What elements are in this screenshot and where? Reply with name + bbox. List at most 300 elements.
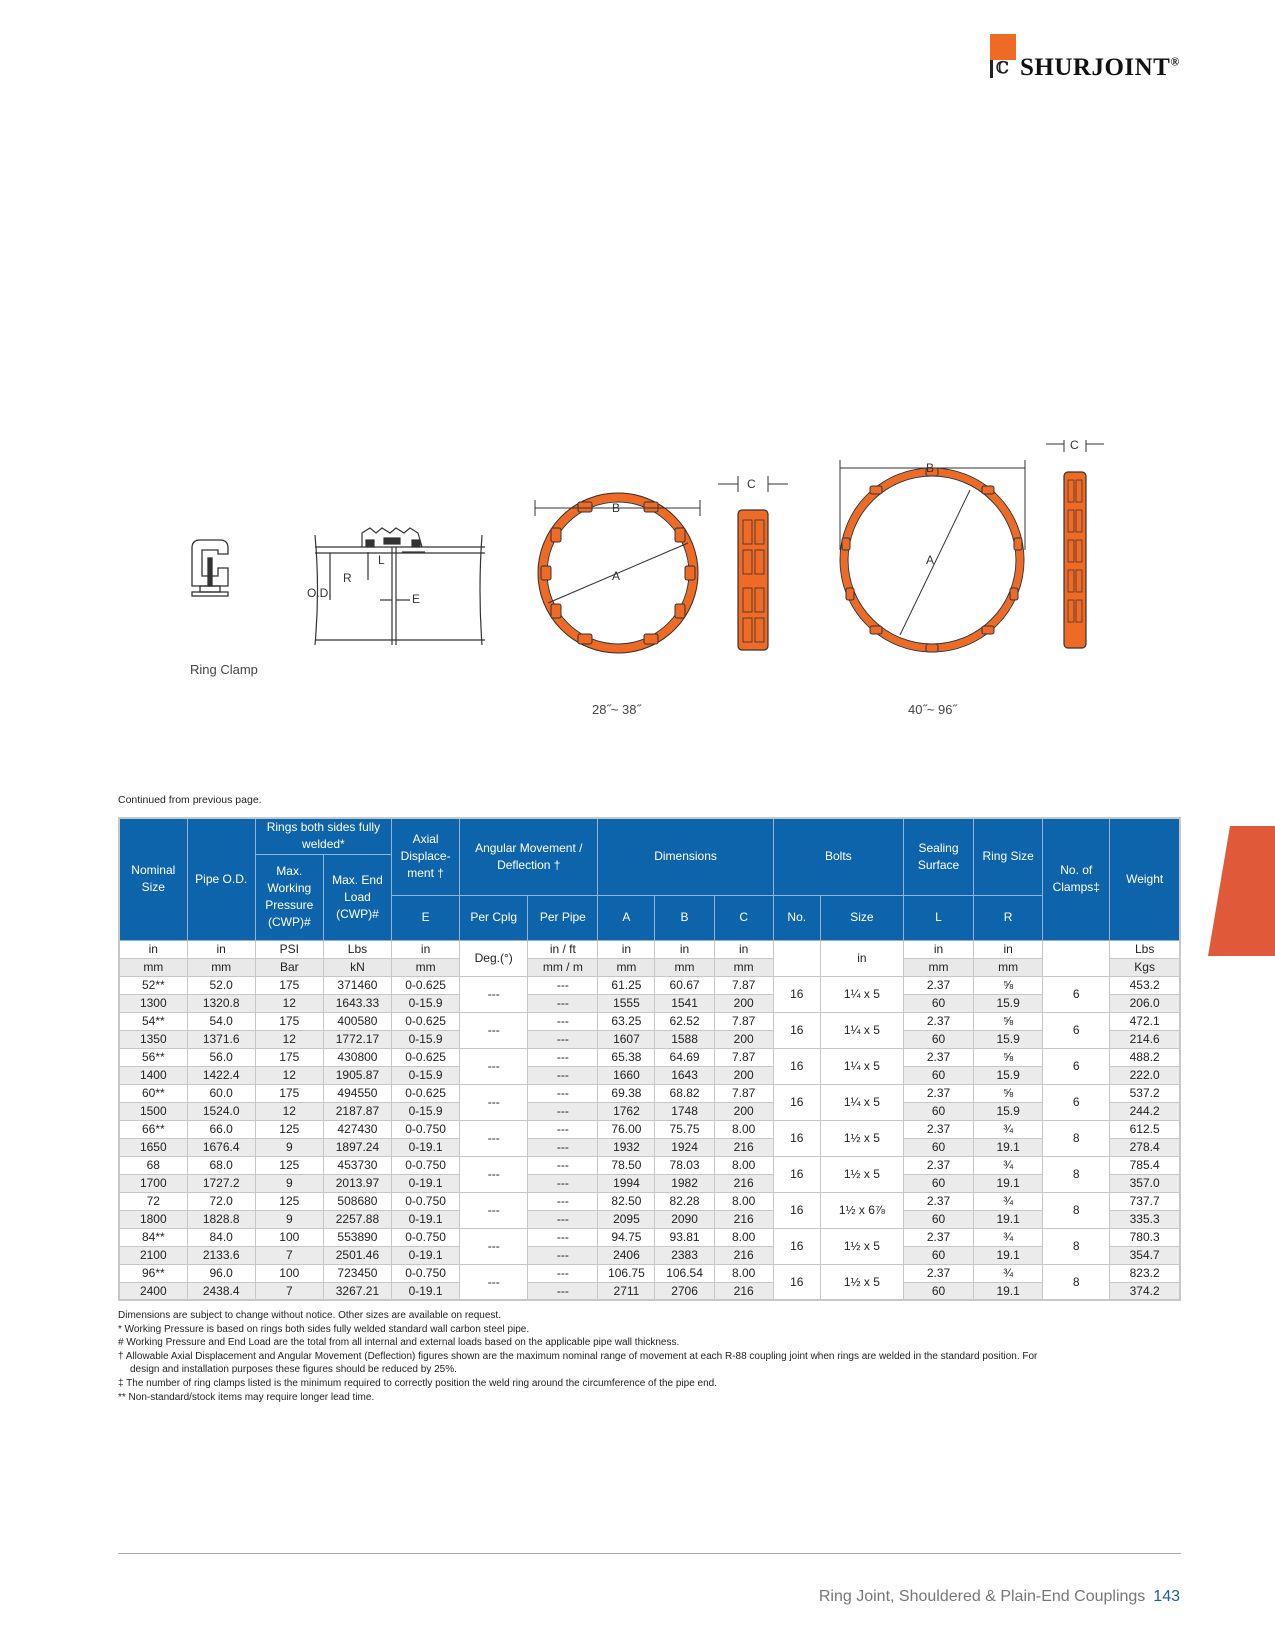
table-cell: --- [460,1120,528,1156]
table-cell: 214.6 [1110,1030,1180,1048]
table-row [119,1102,1180,1120]
th-bolts-no: No. [773,895,820,940]
table-cell: 100 [255,1264,323,1282]
table-cell: 82.28 [655,1192,714,1210]
table-cell: 54.0 [187,1012,255,1030]
c-label-small: C [747,477,756,491]
th-ring-sub: R [974,895,1043,940]
table-cell: 60.0 [187,1084,255,1102]
r-label: R [343,571,352,585]
b-label-small: B [612,501,621,515]
table-cell: 216 [714,1138,773,1156]
table-cell: 1905.87 [323,1066,391,1084]
table-row [119,1120,1180,1138]
table-cell: 472.1 [1110,1012,1180,1030]
table-cell: 0-0.750 [392,1228,460,1246]
unit-cell: mm [392,958,460,976]
table-cell: 2.37 [903,976,973,994]
table-cell: --- [528,1156,598,1174]
page-number: 143 [1153,1588,1180,1605]
note-line: † Allowable Axial Displacement and Angular Movement (Deflection) figures shown are the maximum nominal range of movement at each R-88 coupling joint when rings are welded in the standard position. For [118,1350,1038,1362]
table-cell: 1¼ x 5 [820,1048,903,1084]
table-cell: ⅝ [974,1084,1043,1102]
table-cell: 494550 [323,1084,391,1102]
logo-bar [990,60,993,78]
table-cell: 1932 [598,1138,655,1156]
table-cell: 16 [773,976,820,1012]
l-label: L [378,553,385,567]
table-cell: 1748 [655,1102,714,1120]
table-cell: 1½ x 5 [820,1264,903,1300]
table-cell: 64.69 [655,1048,714,1066]
table-cell: 1727.2 [187,1174,255,1192]
table-cell: 16 [773,1084,820,1120]
table-cell: 1982 [655,1174,714,1192]
table-cell: 106.75 [598,1264,655,1282]
table-cell: 0-19.1 [392,1138,460,1156]
table-cell: 2400 [119,1282,187,1300]
table-row [119,1156,1180,1174]
table-cell: 68.82 [655,1084,714,1102]
side-tab [1208,826,1275,956]
table-cell: 60 [903,1174,973,1192]
table-cell: ¾ [974,1192,1043,1210]
table-cell: 1320.8 [187,994,255,1012]
table-cell: 427430 [323,1120,391,1138]
table-cell: 15.9 [974,994,1043,1012]
table-cell: 1800 [119,1210,187,1228]
unit-cell: mm [187,958,255,976]
table-cell: 1422.4 [187,1066,255,1084]
table-cell: --- [528,994,598,1012]
table-cell: --- [460,1156,528,1192]
table-cell: 62.52 [655,1012,714,1030]
th-max-end-load: Max. End Load (CWP)# [323,854,391,940]
table-cell: 1828.8 [187,1210,255,1228]
spec-table [118,817,1181,1301]
table-cell: 76.00 [598,1120,655,1138]
table-cell: 9 [255,1174,323,1192]
e-label: E [412,592,421,606]
table-cell: 1¼ x 5 [820,1012,903,1048]
table-cell: 0-0.750 [392,1264,460,1282]
table-cell: 508680 [323,1192,391,1210]
table-cell: ⅝ [974,1012,1043,1030]
page-footer [819,1588,1180,1606]
table-cell: 2438.4 [187,1282,255,1300]
table-cell: 453730 [323,1156,391,1174]
table-cell: 175 [255,1084,323,1102]
table-cell: 785.4 [1110,1156,1180,1174]
table-cell: 6 [1043,1048,1110,1084]
table-cell: 1643 [655,1066,714,1084]
units-row-mm [119,958,1180,976]
table-row [119,1264,1180,1282]
table-cell: 737.7 [1110,1192,1180,1210]
th-ring-size: Ring Size [974,818,1043,895]
table-cell: 2.37 [903,1012,973,1030]
table-cell: 6 [1043,1084,1110,1120]
th-per-pipe: Per Pipe [528,895,598,940]
table-cell: 2090 [655,1210,714,1228]
unit-cell: mm [714,958,773,976]
unit-cell: Kgs [1110,958,1180,976]
table-cell: 1643.33 [323,994,391,1012]
table-cell: 0-19.1 [392,1174,460,1192]
table-cell: 2501.46 [323,1246,391,1264]
unit-cell: Bar [255,958,323,976]
c-label-large: C [1070,440,1079,452]
table-cell: 12 [255,994,323,1012]
table-cell: 63.25 [598,1012,655,1030]
table-cell: 72 [119,1192,187,1210]
table-row [119,1048,1180,1066]
unit-cell: in [714,940,773,958]
table-cell: 1½ x 5 [820,1120,903,1156]
table-row [119,1192,1180,1210]
table-cell: 374.2 [1110,1282,1180,1300]
th-sealing: Sealing Surface [903,818,973,895]
table-cell: 93.81 [655,1228,714,1246]
table-cell: --- [528,1228,598,1246]
unit-cell: kN [323,958,391,976]
table-cell: 7.87 [714,1084,773,1102]
th-nominal-size: Nominal Size [119,818,187,940]
table-cell: 175 [255,1012,323,1030]
table-cell: 12 [255,1066,323,1084]
units-row-in [119,940,1180,958]
unit-cell: in / ft [528,940,598,958]
table-cell: 216 [714,1210,773,1228]
table-cell: 1¼ x 5 [820,1084,903,1120]
table-cell: 206.0 [1110,994,1180,1012]
table-cell: ¾ [974,1156,1043,1174]
table-cell: 175 [255,1048,323,1066]
continued-note: Continued from previous page. [118,794,262,806]
table-cell: 7 [255,1282,323,1300]
table-cell: 200 [714,1066,773,1084]
table-cell: 2133.6 [187,1246,255,1264]
table-cell: --- [460,976,528,1012]
table-cell: 1772.17 [323,1030,391,1048]
table-cell: 371460 [323,976,391,994]
table-cell: 16 [773,1192,820,1228]
unit-cell: in [392,940,460,958]
table-cell: 94.75 [598,1228,655,1246]
table-cell: 244.2 [1110,1102,1180,1120]
table-cell: --- [528,1210,598,1228]
th-sealing-sub: L [903,895,973,940]
table-cell: 7.87 [714,1012,773,1030]
table-cell: 82.50 [598,1192,655,1210]
table-cell: --- [528,976,598,994]
table-cell: 1700 [119,1174,187,1192]
table-cell: 1½ x 5 [820,1156,903,1192]
unit-cell: in [974,940,1043,958]
table-cell: 66** [119,1120,187,1138]
table-cell: 1588 [655,1030,714,1048]
table-cell: 0-0.625 [392,976,460,994]
ring-clamp-label: Ring Clamp [190,662,258,677]
range-small-label: 28˝~ 38˝ [592,702,641,717]
table-cell: 84.0 [187,1228,255,1246]
table-cell: 1994 [598,1174,655,1192]
table-cell: 723450 [323,1264,391,1282]
table-row [119,1066,1180,1084]
table-cell: 2.37 [903,1156,973,1174]
table-row [119,1282,1180,1300]
unit-cell: in [598,940,655,958]
table-cell: 553890 [323,1228,391,1246]
table-cell: --- [528,1264,598,1282]
note-line: design and installation purposes these figures should be reduced by 25%. [130,1364,457,1376]
table-cell: 430800 [323,1048,391,1066]
th-rings-group: Rings both sides fully welded* [255,818,391,854]
th-axial: Axial Displace- ment † [392,818,460,895]
unit-cell: mm [903,958,973,976]
table-cell: --- [460,1084,528,1120]
table-cell: 9 [255,1210,323,1228]
table-cell: 12 [255,1030,323,1048]
footer-rule [118,1553,1181,1554]
table-cell: 100 [255,1228,323,1246]
table-cell: 65.38 [598,1048,655,1066]
table-cell: 78.03 [655,1156,714,1174]
unit-cell: in [187,940,255,958]
logo-square [990,34,1016,60]
table-cell: --- [460,1048,528,1084]
table-cell: 1541 [655,994,714,1012]
table-row [119,1138,1180,1156]
range-large-label: 40˝~ 96˝ [908,702,957,717]
table-cell: 60** [119,1084,187,1102]
table-cell: --- [528,1120,598,1138]
table-cell: 216 [714,1282,773,1300]
table-cell: 0-15.9 [392,1030,460,1048]
table-cell: --- [460,1228,528,1264]
footnotes [118,1309,1183,1404]
table-cell: 16 [773,1048,820,1084]
table-cell: --- [460,1264,528,1300]
table-cell: 2.37 [903,1264,973,1282]
table-cell: 19.1 [974,1282,1043,1300]
unit-cell: PSI [255,940,323,958]
table-cell: 278.4 [1110,1138,1180,1156]
table-cell: 96.0 [187,1264,255,1282]
table-cell: 75.75 [655,1120,714,1138]
table-cell: 0-0.625 [392,1048,460,1066]
table-cell: --- [528,1012,598,1030]
table-cell: 1400 [119,1066,187,1084]
table-cell: 2706 [655,1282,714,1300]
coupling-small-side [718,476,788,650]
table-cell: 1897.24 [323,1138,391,1156]
table-cell: ¾ [974,1120,1043,1138]
table-cell: 1762 [598,1102,655,1120]
table-cell: 68.0 [187,1156,255,1174]
table-cell: 8.00 [714,1228,773,1246]
table-cell: 9 [255,1138,323,1156]
spec-table-body [119,940,1180,1300]
table-cell: 1607 [598,1030,655,1048]
table-cell: 8.00 [714,1264,773,1282]
table-cell: 1676.4 [187,1138,255,1156]
table-cell: --- [460,1192,528,1228]
table-cell: 335.3 [1110,1210,1180,1228]
a-label-large: A [926,553,935,567]
table-cell: --- [528,1138,598,1156]
table-cell: 1524.0 [187,1102,255,1120]
table-cell: 0-19.1 [392,1246,460,1264]
unit-cell: mm [974,958,1043,976]
table-cell: 1555 [598,994,655,1012]
table-cell: 60 [903,1210,973,1228]
table-cell: 61.25 [598,976,655,994]
table-cell: 780.3 [1110,1228,1180,1246]
ring-joint-section [315,528,485,645]
table-cell: 823.2 [1110,1264,1180,1282]
table-cell: 200 [714,1102,773,1120]
table-cell: 68 [119,1156,187,1174]
note-line: Dimensions are subject to change without notice. Other sizes are available on request. [118,1310,501,1321]
table-cell: 453.2 [1110,976,1180,994]
table-cell: 8.00 [714,1192,773,1210]
table-cell: 125 [255,1120,323,1138]
table-cell: 0-19.1 [392,1210,460,1228]
b-label-large: B [926,461,935,475]
th-dim-c: C [714,895,773,940]
table-cell: 16 [773,1156,820,1192]
table-cell: 0-15.9 [392,994,460,1012]
note-line: * Working Pressure is based on rings both sides fully welded standard wall carbon steel pipe. [118,1323,530,1335]
th-clamps: No. of Clamps‡ [1043,818,1110,940]
table-cell: 0-0.750 [392,1120,460,1138]
table-cell: 1300 [119,994,187,1012]
table-cell: 15.9 [974,1066,1043,1084]
table-row [119,1030,1180,1048]
table-cell: 60 [903,1282,973,1300]
unit-cell: in [119,940,187,958]
table-cell: 0-19.1 [392,1282,460,1300]
logo-brand-text: SHURJOINT [1020,54,1171,81]
unit-cell: Lbs [323,940,391,958]
note-line: ‡ The number of ring clamps listed is the minimum required to correctly position the weld ring around the circumference of the pipe end. [118,1377,718,1389]
table-row [119,1210,1180,1228]
table-cell: 6 [1043,1012,1110,1048]
table-row [119,1246,1180,1264]
table-cell: 52** [119,976,187,994]
table-cell: 0-15.9 [392,1066,460,1084]
table-cell: 19.1 [974,1174,1043,1192]
table-cell: 66.0 [187,1120,255,1138]
table-cell: 60.67 [655,976,714,994]
table-cell: 2406 [598,1246,655,1264]
unit-cell [1043,940,1110,976]
coupling-large-side [1046,440,1104,648]
th-pipe-od: Pipe O.D. [187,818,255,940]
table-cell: 1¼ x 5 [820,976,903,1012]
table-cell: 125 [255,1192,323,1210]
table-cell: 72.0 [187,1192,255,1210]
table-cell: --- [528,1066,598,1084]
table-cell: 2.37 [903,1228,973,1246]
table-cell: 2013.97 [323,1174,391,1192]
table-cell: 8 [1043,1192,1110,1228]
table-cell: 3267.21 [323,1282,391,1300]
unit-cell: mm / m [528,958,598,976]
table-cell: 0-0.750 [392,1156,460,1174]
table-cell: 8 [1043,1120,1110,1156]
table-cell: 2100 [119,1246,187,1264]
table-cell: 175 [255,976,323,994]
table-cell: ¾ [974,1228,1043,1246]
logo-brand [1020,54,1180,82]
unit-cell: mm [119,958,187,976]
table-cell: 488.2 [1110,1048,1180,1066]
table-cell: 84** [119,1228,187,1246]
table-cell: --- [528,1030,598,1048]
product-diagrams [170,440,1130,720]
table-cell: ⅝ [974,976,1043,994]
table-cell: 2.37 [903,1048,973,1066]
table-cell: 60 [903,1138,973,1156]
table-cell: 12 [255,1102,323,1120]
table-cell: 216 [714,1246,773,1264]
table-cell: 1350 [119,1030,187,1048]
table-cell: 0-0.625 [392,1012,460,1030]
table-cell: --- [528,1246,598,1264]
th-weight: Weight [1110,818,1180,940]
table-row [119,1174,1180,1192]
table-cell: 7 [255,1246,323,1264]
unit-cell: in [903,940,973,958]
th-dim-b: B [655,895,714,940]
a-label-small: A [612,569,621,583]
table-cell: 222.0 [1110,1066,1180,1084]
footer-title: Ring Joint, Shouldered & Plain-End Couplings [818,1588,1146,1605]
th-max-pressure: Max. Working Pressure (CWP)# [255,854,323,940]
table-cell: 200 [714,994,773,1012]
th-dimensions: Dimensions [598,818,773,895]
note-line: # Working Pressure and End Load are the total from all internal and external loads based on the applicable pipe wall thickness. [118,1337,680,1349]
table-cell: 2383 [655,1246,714,1264]
table-cell: 400580 [323,1012,391,1030]
table-cell: 125 [255,1156,323,1174]
table-cell: 60 [903,1030,973,1048]
table-cell: 16 [773,1264,820,1300]
th-per-cplg: Per Cplg [460,895,528,940]
logo-reg-mark: ® [1170,54,1180,69]
table-cell: 2.37 [903,1120,973,1138]
unit-cell: mm [598,958,655,976]
th-axial-sub: E [392,895,460,940]
unit-cell: Lbs [1110,940,1180,958]
table-cell: 60 [903,1102,973,1120]
table-cell: 15.9 [974,1030,1043,1048]
table-cell: --- [528,1282,598,1300]
note-line: ** Non-standard/stock items may require longer lead time. [118,1391,375,1403]
table-cell: 8 [1043,1228,1110,1264]
table-cell: 56.0 [187,1048,255,1066]
table-cell: 19.1 [974,1138,1043,1156]
table-cell: 537.2 [1110,1084,1180,1102]
table-cell: 2711 [598,1282,655,1300]
logo-mark-icon: ℂ [996,58,1009,77]
table-row [119,1084,1180,1102]
table-cell: 0-0.625 [392,1084,460,1102]
table-cell: 1371.6 [187,1030,255,1048]
table-cell: 2.37 [903,1192,973,1210]
